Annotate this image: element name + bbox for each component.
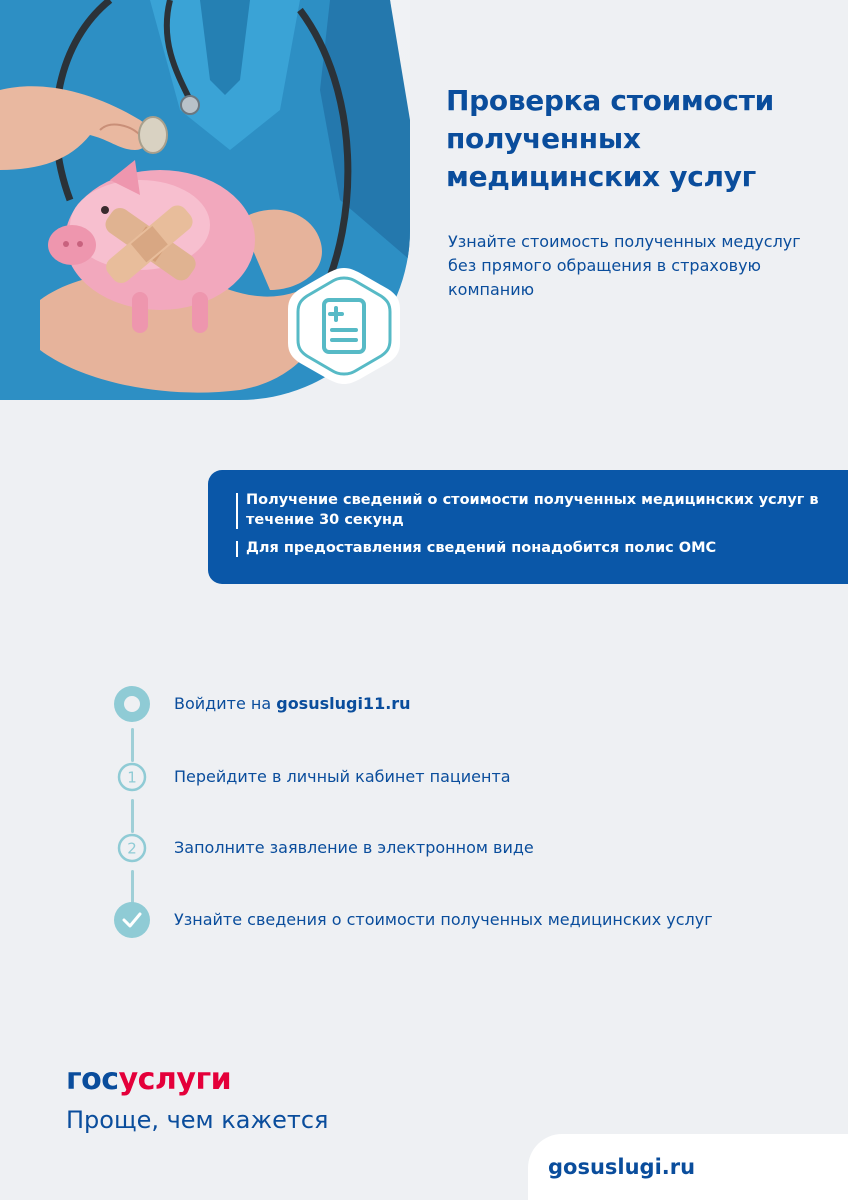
circle-start-icon (112, 684, 152, 724)
site-link[interactable]: gosuslugi11.ru (276, 694, 411, 713)
step-text: Перейдите в личный кабинет пациента (174, 767, 511, 786)
info-banner (208, 470, 848, 584)
url-tab (528, 1134, 848, 1200)
svg-text:1: 1 (127, 768, 137, 787)
banner-item: Для предоставления сведений понадобится полис ОМС (236, 538, 828, 558)
step-item (112, 900, 812, 940)
step-connector (131, 870, 134, 904)
step-number-badge (112, 828, 152, 868)
site-url-link[interactable]: gosuslugi.ru (548, 1155, 696, 1179)
step-text: Заполните заявление в электронном виде (174, 838, 534, 857)
checkmark-icon (112, 900, 152, 940)
medical-document-icon (280, 262, 408, 390)
step-text: Узнайте сведения о стоимости полученных медицинских услуг (174, 910, 713, 929)
page-title: Проверка стоимости полученных медицинских услуг (446, 84, 774, 193)
step-item (112, 828, 812, 868)
step-text: Войдите на gosuslugi11.ru (174, 694, 411, 713)
step-item (112, 684, 812, 724)
step-item (112, 757, 812, 797)
gosuslugi-logo: госуслуги (66, 1062, 232, 1097)
banner-item: Получение сведений о стоимости полученных медицинских услуг в течение 30 секунд (236, 490, 828, 530)
page-subtitle: Узнайте стоимость полученных медуслуг без прямого обращения в страховую компанию (448, 232, 801, 299)
step-number-badge (112, 757, 152, 797)
svg-text:2: 2 (127, 839, 137, 858)
slogan: Проще, чем кажется (66, 1106, 329, 1134)
